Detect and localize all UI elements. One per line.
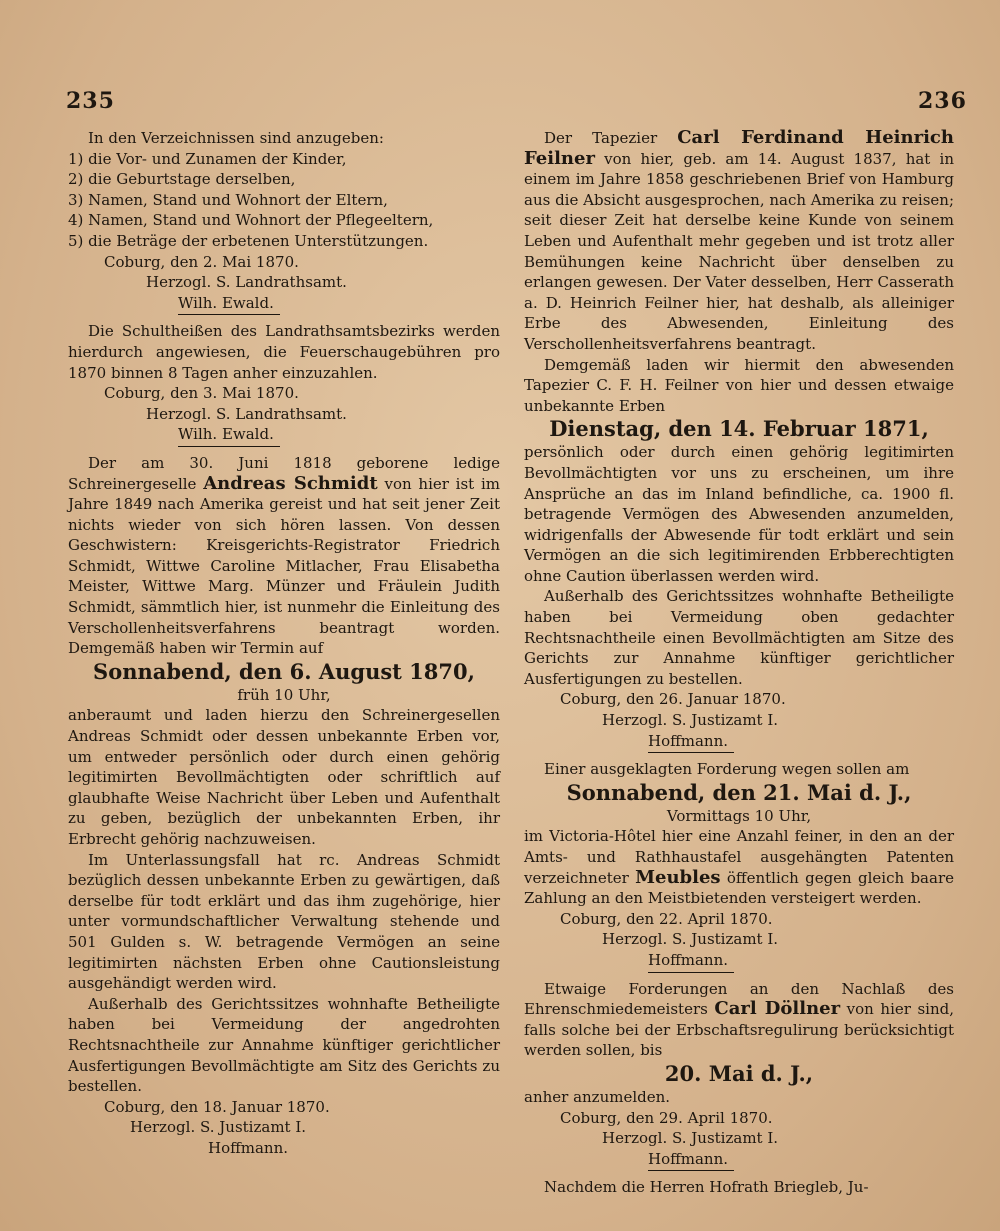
notice-text: Demgemäß laden wir hiermit den abwesenden Tapezier C. F. H. Feilner von hier und dessen etwaige unbekannte Erben <box>524 355 954 415</box>
meubles-label: Meubles <box>635 866 721 888</box>
notice-text-part: Kreisgerichts-Registrator Friedrich Schmidt, Wittwe Caroline Mitlacher, Frau Elisabetha Meister, Wittwe Marg. Münzer und Fräulein Judith Schmidt, sämmtlich hier, ist nunmehr die Einleitung des Verschollenheitsverfahrens beantragt worden. Demgemäß haben wir Termin auf <box>68 536 500 658</box>
person-name: Andreas Schmidt <box>203 472 378 494</box>
notice-office: Herzogl. S. Landrathsamt. <box>146 404 347 423</box>
notice-text <box>524 128 954 355</box>
notice-signature: Hoffmann. <box>648 1149 734 1172</box>
notice-office: Herzogl. S. Landrathsamt. <box>146 273 347 292</box>
deadline-date: 20. Mai d. J., <box>664 1060 814 1086</box>
notice-date: Coburg, den 2. Mai 1870. <box>104 252 299 271</box>
hearing-time: früh 10 Uhr, <box>237 685 331 704</box>
notice-text-part: öffentlich gegen gleich baare Zahlung an den Meistbietenden versteigert werden. <box>524 868 954 908</box>
notice-text-part: im Victoria-Hôtel hier eine Anzahl feiner, in den an der Amts- und Rathhaustafel ausgehängten Patenten verzeichneter <box>524 827 954 887</box>
notice-signature: Hoffmann. <box>208 1138 289 1157</box>
notice-signature: Hoffmann. <box>648 950 734 973</box>
person-name: Carl Ferdinand Heinrich Feilner <box>524 127 954 169</box>
page-number-right: 236 <box>918 88 967 114</box>
notice-date: Coburg, den 29. April 1870. <box>560 1108 773 1127</box>
hearing-date: Dienstag, den 14. Februar 1871, <box>549 416 929 442</box>
list-item: 4) Namen, Stand und Wohnort der Pflegeeltern, <box>68 211 434 230</box>
notice-text <box>68 453 500 659</box>
notice-text-part: von hier sind, falls solche bei der Erbschaftsregulirung berücksichtigt werden sollen, bis <box>524 1000 954 1060</box>
notice-text-part: von hier, geb. am 14. August 1837, hat in einem im Jahre 1858 geschriebenen Brief von Hamburg aus die Absicht ausgesprochen, nach Amerika zu reisen; seit dieser Zeit hat derselbe keine Kunde von seinem Leben und Aufenthalt mehr gegeben und ist trotz aller Bemühungen keine Nachricht über denselben zu erlangen gewesen. Der Vater desselben, Herr Casserath a. D. Heinrich Feilner hier, hat deshalb, als alleiniger Erbe des Abwesenden, Einleitung des Verschollenheitsverfahrens beantragt. <box>524 149 954 353</box>
hearing-date: Sonnabend, den 6. August 1870, <box>93 658 475 684</box>
notice-text <box>524 979 954 1061</box>
notice-signature: Wilh. Ewald. <box>178 424 280 447</box>
notice-date: Coburg, den 3. Mai 1870. <box>104 384 299 403</box>
left-column <box>68 128 500 1159</box>
list-item: 3) Namen, Stand und Wohnort der Eltern, <box>68 190 388 209</box>
list-item: 1) die Vor- und Zunamen der Kinder, <box>68 149 347 168</box>
notice-office: Herzogl. S. Justizamt I. <box>602 930 779 949</box>
notice-text: Außerhalb des Gerichtssitzes wohnhafte Betheiligte haben bei Vermeidung der angedrohten Rechtsnachtheile zur Annahme künftiger gerichtlicher Ausfertigungen Bevollmächtigte am Sitz des Gerichts zu bestellen. <box>68 994 500 1096</box>
notice-intro: In den Verzeichnissen sind anzugeben: <box>88 129 384 147</box>
person-name: Carl Döllner <box>714 998 841 1020</box>
notice-date: Coburg, den 26. Januar 1870. <box>560 690 786 709</box>
notice-text: Nachdem die Herren Hofrath Briegleb, Ju- <box>544 1178 869 1197</box>
list-item: 5) die Beträge der erbetenen Unterstützungen. <box>68 231 429 250</box>
notice-text-part: Der Tapezier <box>544 129 658 147</box>
notice-text-part: von hier ist im Jahre 1849 nach Amerika gereist und hat seit jener Zeit nichts wieder von sich hören lassen. Von dessen Geschwistern: <box>68 474 500 555</box>
notice-text: anberaumt und laden hierzu den Schreinergesellen Andreas Schmidt oder dessen unbekannte Erben vor, um entweder persönlich oder durch einen gehörig legitimirten Bevollmächtigten oder schriftlich auf glaubhafte Weise Nachricht über Leben und Aufenthalt zu geben, bezüglich der unbekannten Erben, ihr Erbrecht gehörig nachzuweisen. <box>68 706 500 848</box>
notice-text-part: Der am 30. Juni 1818 geborene ledige Schreinergeselle <box>68 453 500 493</box>
notice-text: Einer ausgeklagten Forderung wegen sollen am <box>544 760 910 779</box>
notice-office: Herzogl. S. Justizamt I. <box>130 1118 307 1137</box>
page-number-left: 235 <box>66 88 115 114</box>
notice-text-part: Etwaige Forderungen an den Nachlaß des Ehrenschmiedemeisters <box>524 979 954 1019</box>
notice-text: anher anzumelden. <box>524 1087 671 1106</box>
right-column <box>524 128 954 1198</box>
notice-text: persönlich oder durch einen gehörig legitimirten Bevollmächtigten vor uns zu erscheinen, um ihre Ansprüche an das im Inland befindliche, ca. 1900 fl. betragende Vermögen des Abwesenden anzumelden, widrigenfalls der Abwesende für todt erklärt und sein Vermögen an die sich legitimirenden Erbberechtigten ohne Caution überlassen werden wird. <box>524 443 954 585</box>
requirements-list <box>68 149 500 252</box>
notice-office: Herzogl. S. Justizamt I. <box>602 711 779 730</box>
auction-date: Sonnabend, den 21. Mai d. J., <box>566 779 912 805</box>
notice-office: Herzogl. S. Justizamt I. <box>602 1129 779 1148</box>
notice-text: Im Unterlassungsfall hat rc. Andreas Schmidt bezüglich dessen unbekannte Erben zu gewärtigen, daß derselbe für todt erklärt und das ihm zugehörige, hier unter vormundschaftlicher Verwaltung stehende und 501 Gulden s. W. betragende Vermögen an seine legitimirten nächsten Erben ohne Cautionsleistung ausgehändigt werden wird. <box>68 850 500 993</box>
notice-text <box>524 826 954 908</box>
list-item: 2) die Geburtstage derselben, <box>68 170 296 189</box>
notice-signature: Wilh. Ewald. <box>178 293 280 316</box>
notice-signature: Hoffmann. <box>648 731 734 754</box>
auction-time: Vormittags 10 Uhr, <box>666 806 812 825</box>
notice-text: Die Schultheißen des Landrathsamtsbezirks werden hierdurch angewiesen, die Feuerschaugebühren pro 1870 binnen 8 Tagen anher einzuzahlen. <box>68 322 500 382</box>
notice-date: Coburg, den 22. April 1870. <box>560 909 773 928</box>
notice-text: Außerhalb des Gerichtssitzes wohnhafte Betheiligte haben bei Vermeidung oben gedachter Rechtsnachtheile einen Bevollmächtigten am Sitze des Gerichts zur Annahme künftiger gerichtlicher Ausfertigungen zu bestellen. <box>524 587 954 688</box>
notice-date: Coburg, den 18. Januar 1870. <box>104 1097 330 1116</box>
